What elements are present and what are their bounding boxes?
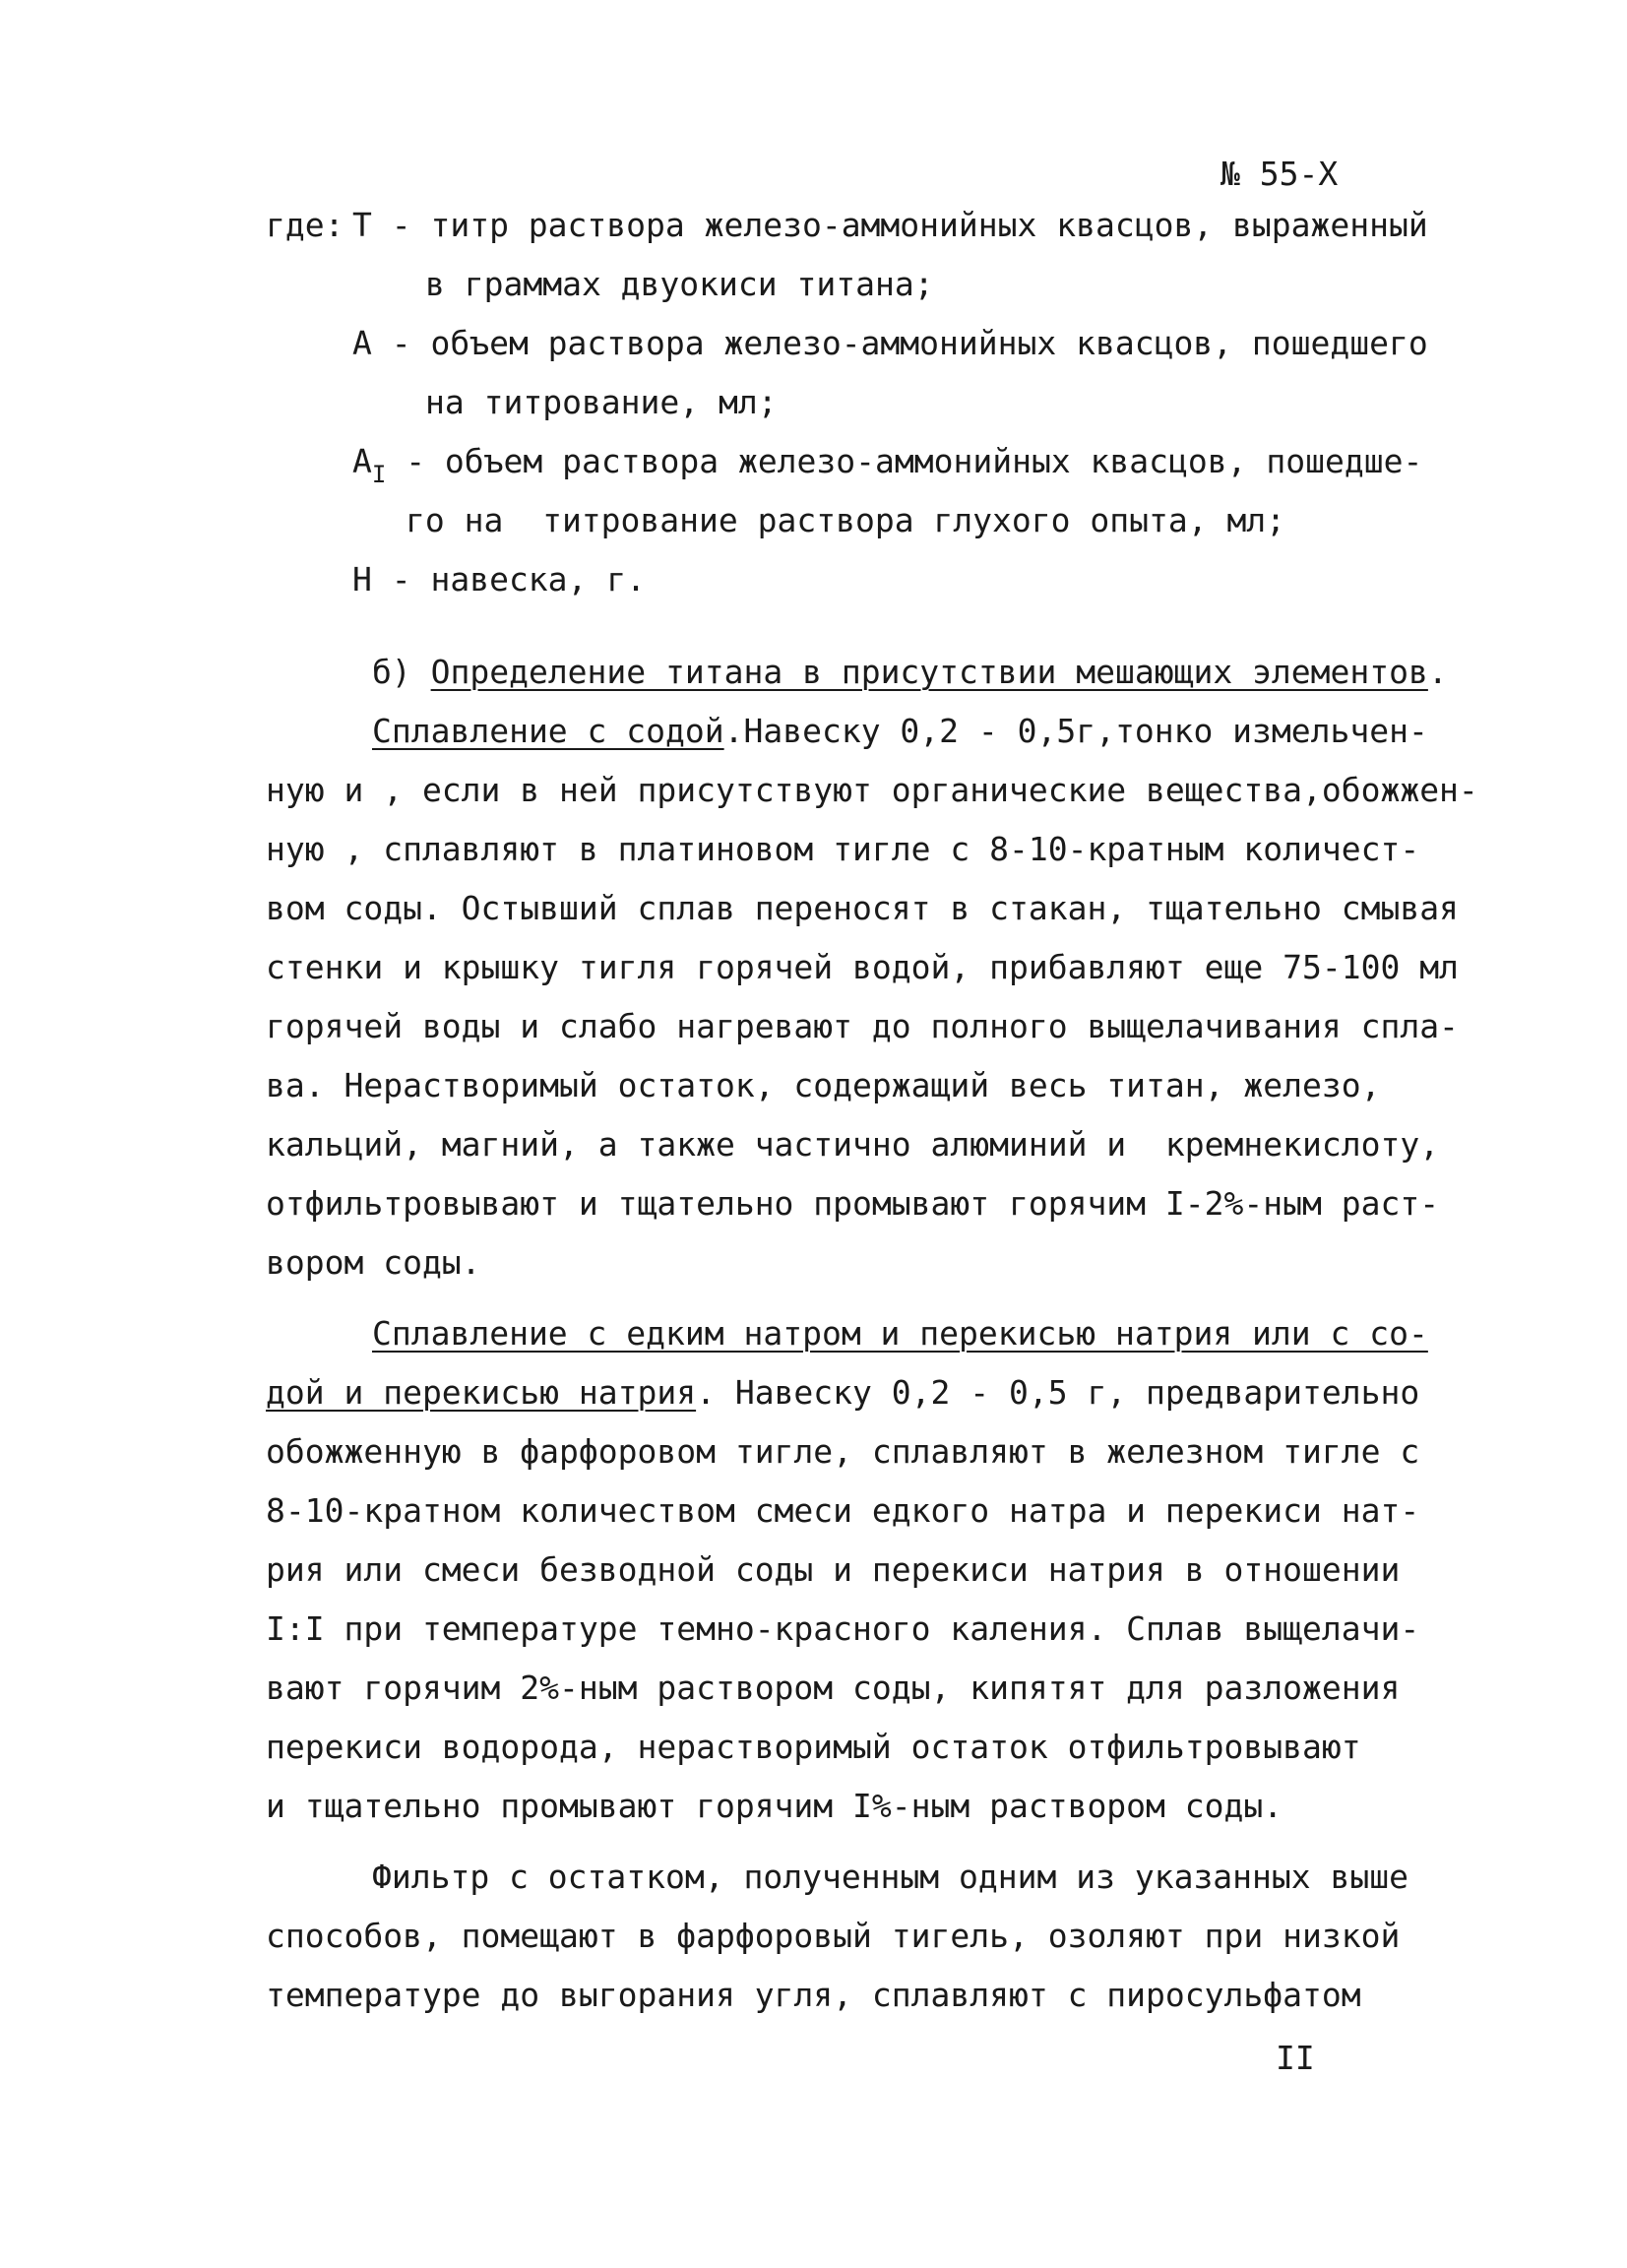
naoh-fusion-line-2-rest: . Навеску 0,2 - 0,5 г, предварительно <box>696 1373 1420 1412</box>
naoh-fusion-line-3: обожженную в фарфоровом тигле, сплавляют в железном тигле с <box>266 1432 1420 1471</box>
legend-a1-line-1 <box>352 442 1423 488</box>
naoh-fusion-line-7: вают горячим 2%-ным раствором соды, кипятят для разложения <box>266 1669 1401 1707</box>
soda-fusion-line-1 <box>372 712 1428 750</box>
page-number: II <box>1276 2039 1315 2077</box>
naoh-fusion-title-part-2: дой и перекисью натрия <box>266 1373 697 1412</box>
legend-h-line: Н - навеска, г. <box>352 560 647 598</box>
filter-line-2: способов, помещают в фарфоровый тигель, озоляют при низкой <box>266 1917 1401 1955</box>
filter-line-3: температуре до выгорания угля, сплавляют с пиросульфатом <box>266 1976 1361 2014</box>
soda-fusion-line-7: ва. Нерастворимый остаток, содержащий весь титан, железо, <box>266 1066 1381 1104</box>
soda-fusion-line-10: вором соды. <box>266 1243 481 1282</box>
legend-a1-line-2: го на титрование раствора глухого опыта, мл; <box>406 501 1286 539</box>
soda-fusion-line-4: вом соды. Остывший сплав переносят в стакан, тщательно смывая <box>266 889 1459 927</box>
section-b-heading <box>372 653 1448 691</box>
a1-line-1-text: - объем раствора железо-аммонийных квасцов, пошедше- <box>386 442 1423 480</box>
naoh-fusion-title-line-1 <box>372 1314 1428 1353</box>
soda-fusion-title: Сплавление с содой <box>372 712 724 750</box>
filter-line-1: Фильтр с остатком, полученным одним из указанных выше <box>372 1858 1408 1896</box>
where-label: где: <box>266 206 344 244</box>
soda-fusion-line-3: ную , сплавляют в платиновом тигле с 8-10-кратным количест- <box>266 830 1420 868</box>
legend-t-line-2: в граммах двуокиси титана; <box>425 265 934 303</box>
soda-fusion-line-1-rest: .Навеску 0,2 - 0,5г,тонко измельчен- <box>723 712 1428 750</box>
section-b-heading-end: . <box>1427 653 1448 691</box>
naoh-fusion-line-2 <box>266 1373 1420 1412</box>
naoh-fusion-line-8: перекиси водорода, нерастворимый остаток отфильтровывают <box>266 1728 1361 1766</box>
a1-symbol: А <box>352 442 372 480</box>
document-number: № 55-Х <box>1220 155 1339 193</box>
legend-a-line-1: А - объем раствора железо-аммонийных квасцов, пошедшего <box>352 324 1428 362</box>
section-b-prefix: б) <box>372 653 431 691</box>
legend-a-line-2: на титрование, мл; <box>425 383 778 421</box>
naoh-fusion-line-4: 8-10-кратном количеством смеси едкого натра и перекиси нат- <box>266 1491 1420 1530</box>
naoh-fusion-title-part-1: Сплавление с едким натром и перекисью натрия или с со- <box>372 1314 1428 1353</box>
legend-t-line-1: Т - титр раствора железо-аммонийных квасцов, выраженный <box>352 206 1428 244</box>
naoh-fusion-line-6: I:I при температуре темно-красного каления. Сплав выщелачи- <box>266 1609 1420 1648</box>
section-b-title: Определение титана в присутствии мешающих элементов <box>430 653 1428 691</box>
soda-fusion-line-6: горячей воды и слабо нагревают до полного выщелачивания спла- <box>266 1007 1459 1045</box>
naoh-fusion-line-5: рия или смеси безводной соды и перекиси натрия в отношении <box>266 1550 1401 1589</box>
soda-fusion-line-8: кальций, магний, а также частично алюминий и кремнекислоту, <box>266 1125 1440 1164</box>
naoh-fusion-line-9: и тщательно промывают горячим I%-ным раствором соды. <box>266 1787 1283 1825</box>
soda-fusion-line-9: отфильтровывают и тщательно промывают горячим I-2%-ным раст- <box>266 1184 1440 1223</box>
a1-subscript: I <box>371 461 387 488</box>
soda-fusion-line-2: ную и , если в ней присутствуют органические вещества,обожжен- <box>266 771 1478 809</box>
soda-fusion-line-5: стенки и крышку тигля горячей водой, прибавляют еще 75-100 мл <box>266 948 1459 986</box>
